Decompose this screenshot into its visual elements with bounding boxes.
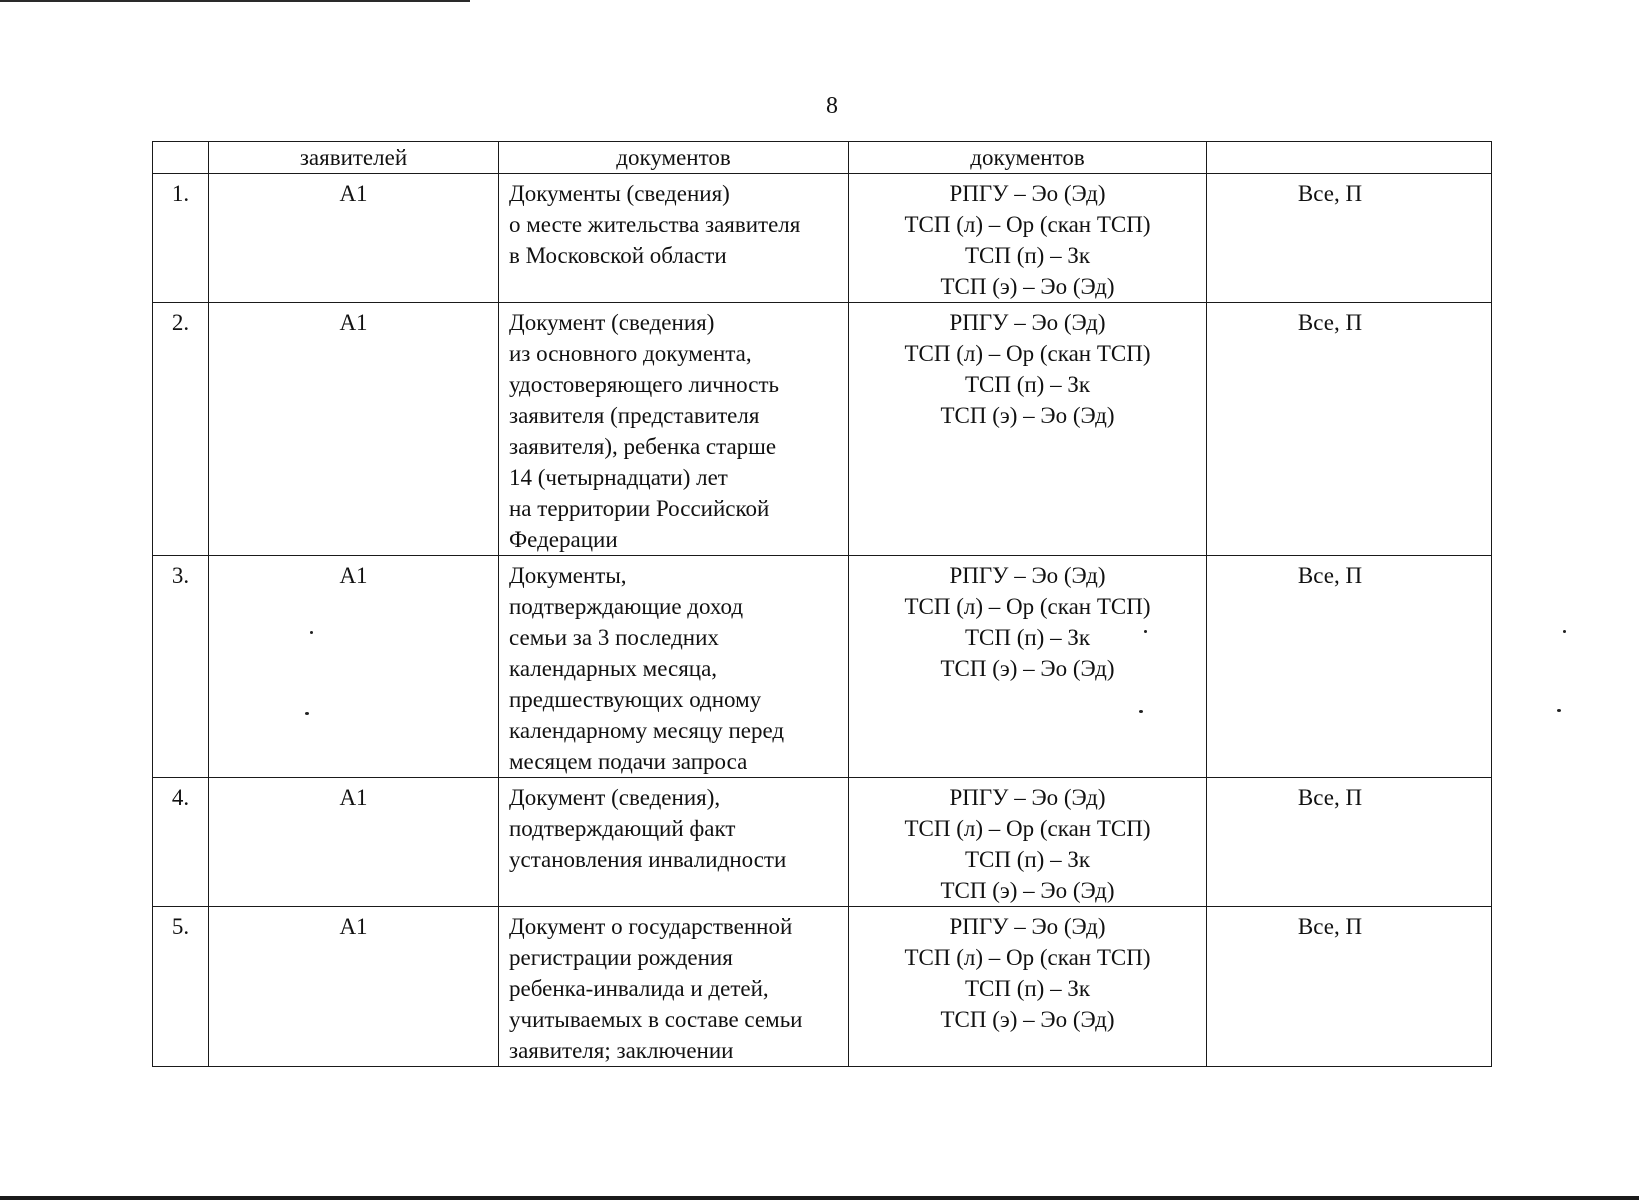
row-number: 4. — [153, 778, 209, 907]
document-line: 14 (четырнадцати) лет — [509, 465, 728, 490]
submission-way-line: ТСП (л) – Ор (скан ТСП) — [904, 594, 1151, 619]
submission-way-line: ТСП (э) – Эо (Эд) — [940, 274, 1115, 299]
table-header-row — [153, 142, 1492, 174]
scan-speck — [1144, 630, 1147, 633]
row-submission-ways — [849, 778, 1207, 907]
row-submission-ways — [849, 303, 1207, 556]
submission-way-line: РПГУ – Эо (Эд) — [949, 310, 1106, 335]
document-line: Федерации — [509, 527, 618, 552]
document-line: на территории Российской — [509, 496, 770, 521]
table-row — [153, 778, 1492, 907]
row-result: Все, П — [1207, 556, 1492, 778]
row-category: А1 — [209, 778, 499, 907]
scan-speck — [305, 712, 309, 715]
submission-way-line: ТСП (п) – Зк — [964, 243, 1091, 268]
document-line: Документ (сведения) — [509, 310, 715, 335]
submission-way-line: РПГУ – Эо (Эд) — [949, 914, 1106, 939]
header-cell-documents: документов — [499, 142, 849, 174]
row-document-description — [499, 303, 849, 556]
table-row — [153, 174, 1492, 303]
submission-way-line: ТСП (э) – Эо (Эд) — [940, 1007, 1115, 1032]
row-submission-ways — [849, 907, 1207, 1067]
submission-way-line: ТСП (л) – Ор (скан ТСП) — [904, 341, 1151, 366]
document-line: Документ о государственной — [509, 914, 793, 939]
document-line: подтверждающий факт — [509, 816, 736, 841]
header-cell-result — [1207, 142, 1492, 174]
row-result: Все, П — [1207, 303, 1492, 556]
document-line: заявителя (представителя — [509, 403, 760, 428]
row-number: 2. — [153, 303, 209, 556]
document-line: семьи за 3 последних — [509, 625, 719, 650]
submission-way-line: ТСП (э) – Эо (Эд) — [940, 878, 1115, 903]
row-number: 3. — [153, 556, 209, 778]
submission-way-line: ТСП (п) – Зк — [964, 847, 1091, 872]
row-category: А1 — [209, 303, 499, 556]
document-line: календарных месяца, — [509, 656, 718, 681]
scan-speck — [1563, 630, 1566, 633]
scan-edge-bottom — [0, 1196, 1639, 1200]
document-line: подтверждающие доход — [509, 594, 744, 619]
documents-table — [152, 141, 1492, 1067]
document-line: о месте жительства заявителя — [509, 212, 801, 237]
document-line: регистрации рождения — [509, 945, 733, 970]
scan-speck — [1557, 709, 1561, 712]
table-row — [153, 907, 1492, 1067]
submission-way-line: ТСП (л) – Ор (скан ТСП) — [904, 945, 1151, 970]
scan-edge-top — [0, 0, 470, 2]
header-cell-number — [153, 142, 209, 174]
document-line: установления инвалидности — [509, 847, 787, 872]
scan-speck — [1139, 710, 1143, 713]
submission-way-line: ТСП (п) – Зк — [964, 976, 1091, 1001]
page-number: 8 — [826, 93, 838, 119]
document-line: Документы (сведения) — [509, 181, 730, 206]
table-row — [153, 303, 1492, 556]
document-line: заявителя), ребенка старше — [509, 434, 777, 459]
document-line: удостоверяющего личность — [509, 372, 779, 397]
submission-way-line: ТСП (п) – Зк — [964, 372, 1091, 397]
document-line: Документ (сведения), — [509, 785, 721, 810]
row-submission-ways — [849, 556, 1207, 778]
submission-way-line: РПГУ – Эо (Эд) — [949, 785, 1106, 810]
row-submission-ways — [849, 174, 1207, 303]
document-line: из основного документа, — [509, 341, 752, 366]
submission-way-line: РПГУ – Эо (Эд) — [949, 563, 1106, 588]
row-number: 5. — [153, 907, 209, 1067]
row-document-description — [499, 907, 849, 1067]
row-category: А1 — [209, 556, 499, 778]
row-result: Все, П — [1207, 778, 1492, 907]
document-line: учитываемых в составе семьи — [509, 1007, 803, 1032]
header-cell-ways: документов — [849, 142, 1207, 174]
document-line: месяцем подачи запроса — [509, 749, 748, 774]
document-line: Документы, — [509, 563, 627, 588]
document-line: ребенка-инвалида и детей, — [509, 976, 769, 1001]
submission-way-line: РПГУ – Эо (Эд) — [949, 181, 1106, 206]
row-document-description — [499, 778, 849, 907]
row-category: А1 — [209, 907, 499, 1067]
row-document-description — [499, 174, 849, 303]
row-document-description — [499, 556, 849, 778]
submission-way-line: ТСП (л) – Ор (скан ТСП) — [904, 816, 1151, 841]
row-result: Все, П — [1207, 174, 1492, 303]
table-row — [153, 556, 1492, 778]
document-line: заявителя; заключении — [509, 1038, 734, 1063]
submission-way-line: ТСП (э) – Эо (Эд) — [940, 403, 1115, 428]
row-number: 1. — [153, 174, 209, 303]
submission-way-line: ТСП (л) – Ор (скан ТСП) — [904, 212, 1151, 237]
submission-way-line: ТСП (э) – Эо (Эд) — [940, 656, 1115, 681]
document-line: календарному месяцу перед — [509, 718, 785, 743]
row-category: А1 — [209, 174, 499, 303]
row-result: Все, П — [1207, 907, 1492, 1067]
submission-way-line: ТСП (п) – Зк — [964, 625, 1091, 650]
document-line: в Московской области — [509, 243, 727, 268]
document-line: предшествующих одному — [509, 687, 762, 712]
scan-speck — [310, 631, 313, 634]
header-cell-category: заявителей — [209, 142, 499, 174]
